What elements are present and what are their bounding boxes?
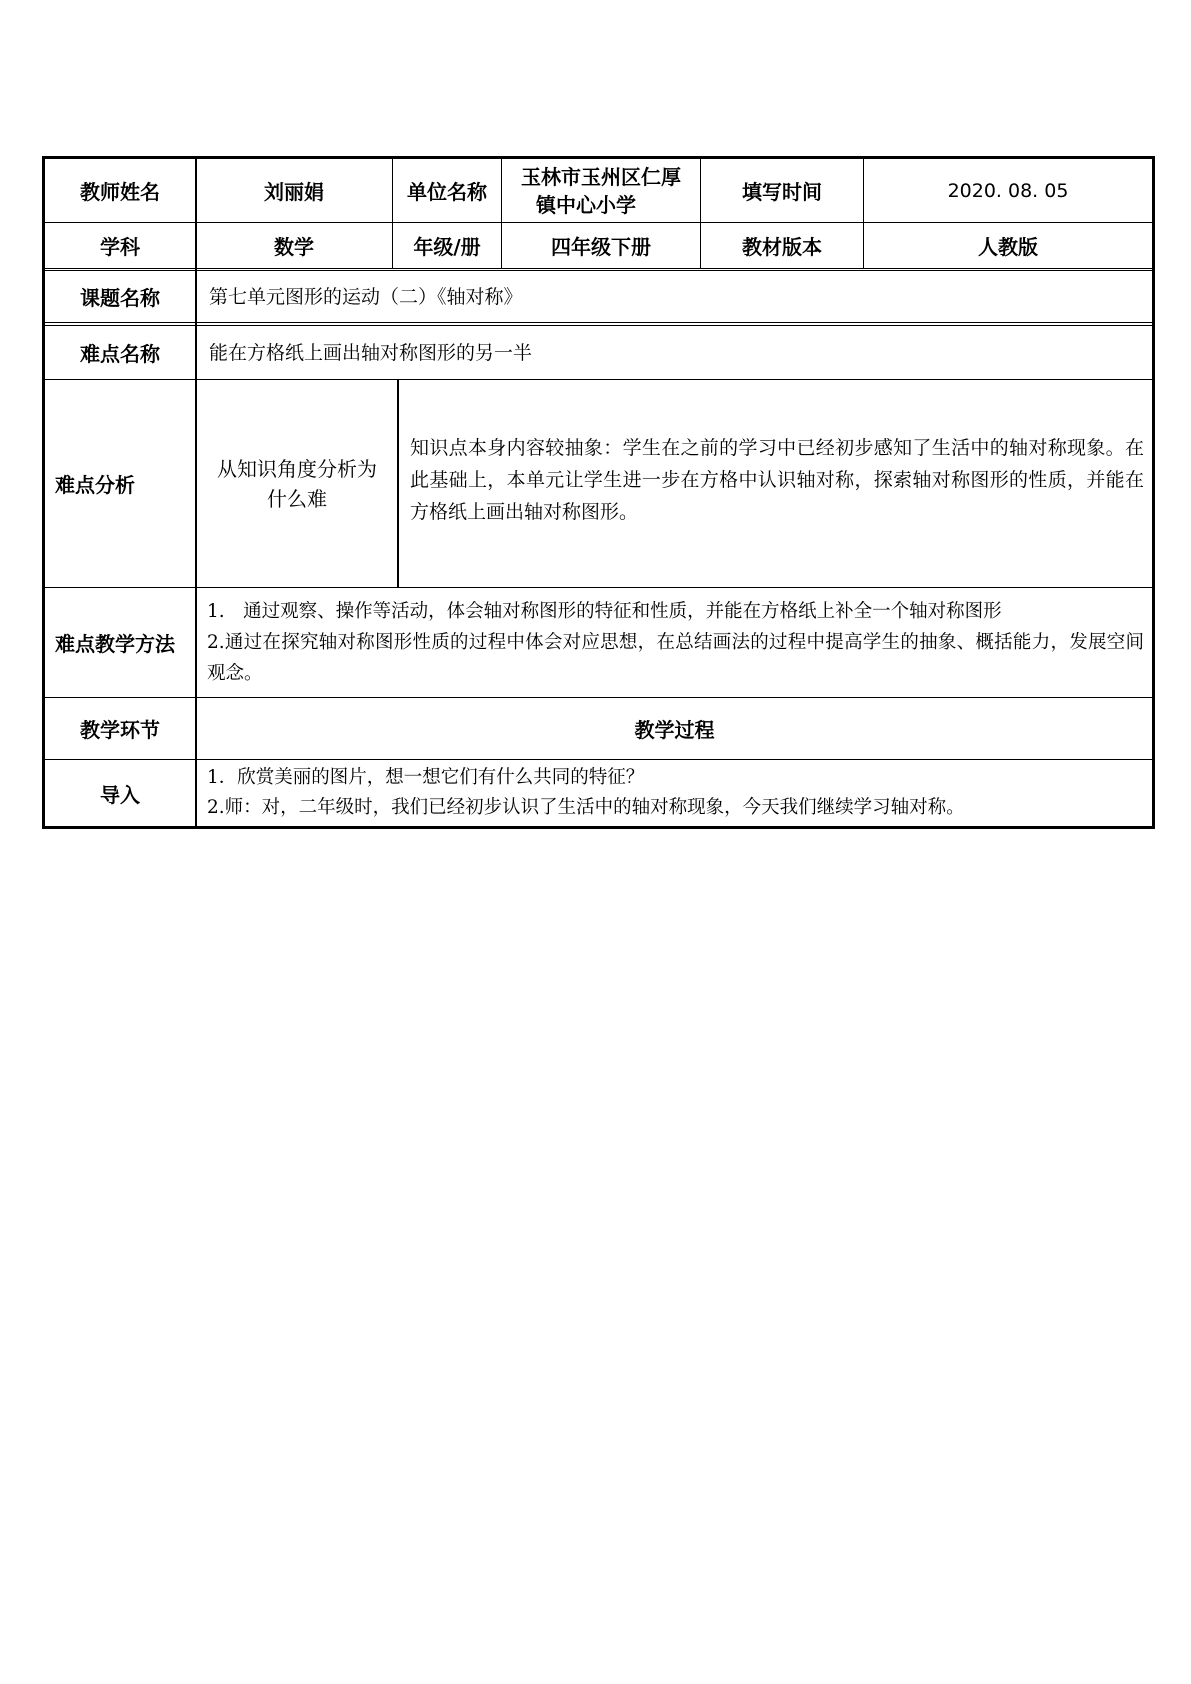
analysis-sub-line: 从知识角度分析为 [217,456,377,481]
difficulty-value: 能在方格纸上画出轴对称图形的另一半 [209,341,533,364]
analysis-sub-line: 什么难 [267,486,327,511]
process-label: 教学环节 [80,718,160,742]
method-item: 1. 通过观察、操作等活动，体会轴对称图形的特征和性质，并能在方格纸上补全一个轴对称图形 [207,601,1002,622]
unit-label: 单位名称 [407,180,487,204]
analysis-text: 知识点本身内容较抽象：学生在之前的学习中已经初步感知了生活中的轴对称现象。在此基础上，本单元让学生进一步在方格中认识轴对称，探索轴对称图形的性质，并能在方格纸上画出轴对称图形。 [410,437,1144,523]
subject-value: 数学 [274,235,314,259]
difficulty-row [45,326,1152,379]
method-label: 难点教学方法 [55,632,175,656]
method-content [197,588,1152,697]
teacher-label: 教师姓名 [80,180,160,204]
info-row-1 [45,159,1152,222]
method-row [45,588,1152,697]
edition-label: 教材版本 [742,235,822,259]
lesson-plan-table [42,156,1155,829]
grade-label: 年级/册 [413,235,481,259]
process-header-row [45,698,1152,759]
unit-name [502,159,700,222]
date-label: 填写时间 [742,180,822,204]
unit-name-line: 玉林市玉州区仁厚 [521,164,681,189]
topic-label: 课题名称 [80,286,160,310]
intro-row [45,760,1152,826]
analysis-label: 难点分析 [55,473,135,497]
teacher-name: 刘丽娟 [264,180,324,204]
unit-name-line: 镇中心小学 [536,192,636,217]
row-divider [45,322,1152,323]
difficulty-label: 难点名称 [80,342,160,366]
intro-item: 1．欣赏美丽的图片，想一想它们有什么共同的特征？ [207,767,645,788]
method-item: 2.通过在探究轴对称图形性质的过程中体会对应思想，在总结画法的过程中提高学生的抽象、概括能力，发展空间观念。 [207,632,1144,684]
grade-value: 四年级下册 [551,235,651,259]
subject-label: 学科 [100,235,140,259]
date-value: 2020. 08. 05 [947,179,1069,202]
process-title: 教学过程 [634,718,715,742]
intro-item: 2.师：对，二年级时，我们已经初步认识了生活中的轴对称现象，今天我们继续学习轴对称。 [207,797,965,818]
edition-value: 人教版 [978,235,1038,259]
info-row-2 [45,223,1152,268]
row-divider [45,268,1152,269]
intro-content [197,760,1152,826]
analysis-sub-label [197,380,397,587]
intro-label: 导入 [100,782,140,807]
analysis-row [45,380,1152,587]
topic-value: 第七单元图形的运动（二）《轴对称》 [209,285,523,308]
topic-row [45,271,1152,322]
